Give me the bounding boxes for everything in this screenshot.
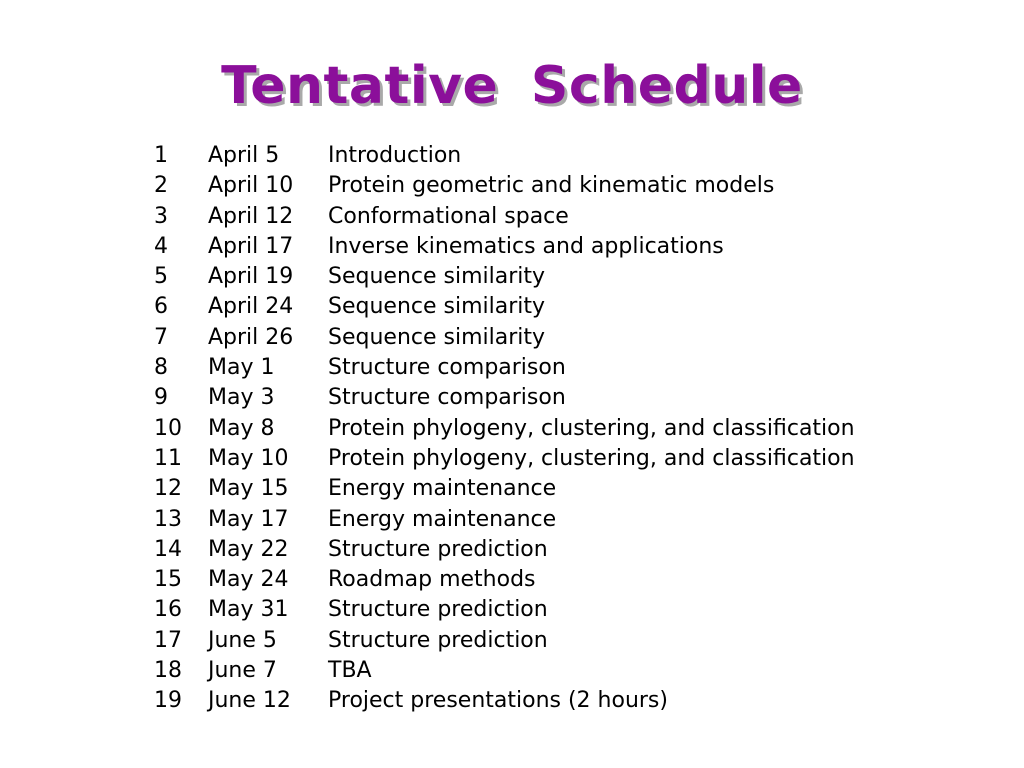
session-number: 7 — [154, 324, 168, 350]
schedule-row — [154, 414, 855, 444]
schedule-row — [154, 292, 855, 322]
schedule-row — [154, 262, 855, 292]
schedule-row — [154, 353, 855, 383]
session-topic: Introduction — [328, 143, 462, 168]
schedule-row — [154, 626, 855, 656]
session-topic: Structure prediction — [328, 536, 548, 562]
session-date: May 15 — [208, 476, 289, 502]
schedule-row — [154, 474, 855, 504]
session-topic: Protein phylogeny, clustering, and classification — [328, 445, 855, 471]
session-date: June 12 — [208, 688, 291, 714]
session-topic: Sequence similarity — [328, 324, 546, 350]
session-date: May 8 — [208, 415, 275, 441]
session-number: 11 — [154, 445, 182, 471]
session-topic: Energy maintenance — [328, 506, 557, 532]
session-number: 19 — [154, 688, 182, 714]
session-number: 3 — [154, 203, 168, 229]
session-number: 6 — [154, 294, 168, 320]
schedule-row — [154, 383, 855, 413]
session-date: April 10 — [208, 173, 294, 199]
session-date: April 24 — [208, 294, 294, 320]
schedule-row — [154, 171, 855, 201]
schedule-body — [154, 141, 855, 717]
schedule-row — [154, 232, 855, 262]
session-topic: TBA — [328, 658, 372, 684]
schedule-table — [154, 141, 855, 717]
schedule-row — [154, 565, 855, 595]
schedule-row — [154, 535, 855, 565]
session-number: 16 — [154, 597, 182, 623]
schedule-row — [154, 656, 855, 686]
session-topic: Conformational space — [328, 203, 569, 229]
session-number: 18 — [154, 658, 182, 684]
session-topic: Project presentations (2 hours) — [328, 688, 668, 714]
schedule-row — [154, 202, 855, 232]
session-topic: Structure prediction — [328, 627, 548, 653]
session-number: 9 — [154, 385, 168, 411]
session-topic: Protein geometric and kinematic models — [328, 173, 775, 199]
session-number: 17 — [154, 627, 182, 653]
session-date: May 24 — [208, 567, 289, 593]
schedule-row — [154, 323, 855, 353]
session-date: May 10 — [208, 445, 289, 471]
session-number: 1 — [154, 143, 168, 168]
session-number: 14 — [154, 536, 182, 562]
session-date: April 26 — [208, 324, 294, 350]
session-date: May 31 — [208, 597, 289, 623]
session-topic: Roadmap methods — [328, 567, 536, 593]
session-date: April 5 — [208, 143, 280, 168]
session-number: 15 — [154, 567, 182, 593]
session-date: May 1 — [208, 355, 275, 381]
session-topic: Protein phylogeny, clustering, and classification — [328, 415, 855, 441]
session-date: June 5 — [208, 627, 277, 653]
session-date: May 3 — [208, 385, 275, 411]
session-number: 12 — [154, 476, 182, 502]
session-number: 2 — [154, 173, 168, 199]
schedule-row — [154, 444, 855, 474]
session-topic: Structure prediction — [328, 597, 548, 623]
session-date: June 7 — [208, 658, 277, 684]
session-date: April 19 — [208, 264, 294, 290]
session-topic: Sequence similarity — [328, 294, 546, 320]
session-number: 10 — [154, 415, 182, 441]
session-date: May 22 — [208, 536, 289, 562]
session-date: May 17 — [208, 506, 289, 532]
session-topic: Structure comparison — [328, 385, 566, 411]
session-topic: Inverse kinematics and applications — [328, 233, 724, 259]
session-date: April 12 — [208, 203, 294, 229]
schedule-row — [154, 141, 855, 171]
schedule-row — [154, 505, 855, 535]
session-number: 13 — [154, 506, 182, 532]
schedule-row — [154, 595, 855, 625]
session-topic: Structure comparison — [328, 355, 566, 381]
session-number: 4 — [154, 233, 168, 259]
schedule-row — [154, 686, 855, 716]
session-topic: Energy maintenance — [328, 476, 557, 502]
slide-title: Tentative Schedule — [221, 56, 803, 116]
session-number: 8 — [154, 355, 168, 381]
session-date: April 17 — [208, 233, 294, 259]
session-number: 5 — [154, 264, 168, 290]
session-topic: Sequence similarity — [328, 264, 546, 290]
